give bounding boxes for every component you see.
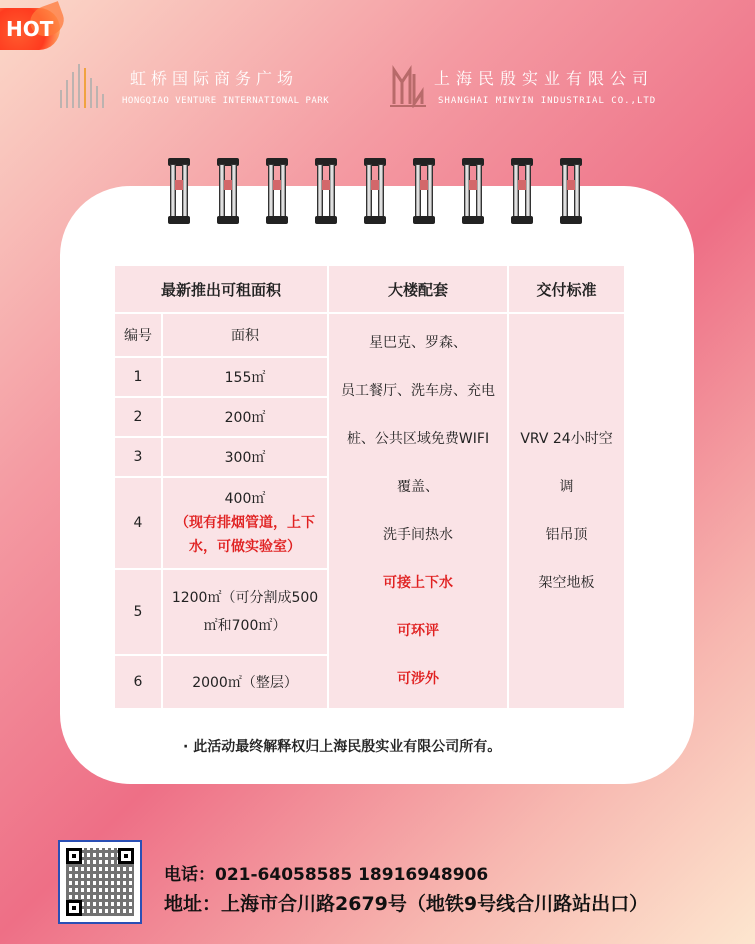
header-amenities: 大楼配套: [328, 265, 508, 313]
delivery-line: 铝吊顶: [545, 527, 588, 543]
amenity-line: 桩、公共区域免费WIFI: [346, 431, 490, 447]
binder-ring: [364, 158, 386, 224]
binder-ring: [462, 158, 484, 224]
header-area: 最新推出可租面积: [114, 265, 328, 313]
binder-ring: [511, 158, 533, 224]
hongqiao-en: HONGQIAO VENTURE INTERNATIONAL PARK: [122, 96, 330, 106]
qr-code-icon: [58, 840, 142, 924]
row-area: 2000㎡（整层）: [162, 655, 328, 709]
amenity-line: 员工餐厅、洗车房、充电: [341, 383, 496, 399]
bars-logo-icon: [58, 62, 118, 108]
hongqiao-name: 虹桥国际商务广场: [130, 69, 299, 88]
address-line: 地址：上海市合川路2679号（地铁9号线合川路站出口）: [164, 893, 649, 915]
amenity-line: 覆盖、: [397, 479, 440, 495]
row-area: 300㎡: [162, 437, 328, 477]
subheader-area: 面积: [162, 313, 328, 357]
row-no: 2: [114, 397, 162, 437]
amenities-cell: [328, 313, 508, 709]
disclaimer-note: · 此活动最终解释权归上海民殷实业有限公司所有。: [183, 739, 502, 755]
row-area: 400㎡: [224, 491, 266, 507]
header-delivery: 交付标准: [508, 265, 625, 313]
row-area-cell: [162, 477, 328, 569]
contact-info: [164, 860, 648, 920]
amenity-highlight: 可涉外: [397, 671, 440, 687]
binder-ring: [315, 158, 337, 224]
row-no: 3: [114, 437, 162, 477]
minyin-logo: [388, 62, 708, 112]
row-no: 6: [114, 655, 162, 709]
hot-badge: [0, 8, 60, 50]
delivery-line: 架空地板: [538, 575, 595, 591]
row-area: 1200㎡（可分割成500㎡和700㎡）: [162, 569, 328, 655]
minyin-name: 上海民殷实业有限公司: [434, 69, 655, 88]
row-no: 1: [114, 357, 162, 397]
rental-table: [113, 264, 626, 710]
amenity-highlight: 可环评: [397, 623, 440, 639]
binder-ring: [217, 158, 239, 224]
table-subheader-row: [114, 313, 625, 357]
amenity-line: 洗手间热水: [383, 527, 454, 543]
amenity-line: 星巴克、罗森、: [369, 335, 468, 351]
amenity-highlight: 可接上下水: [383, 575, 454, 591]
hongqiao-logo: [58, 62, 338, 112]
table-header-row: [114, 265, 625, 313]
delivery-line: VRV 24小时空: [520, 431, 613, 447]
row-area: 155㎡: [162, 357, 328, 397]
row-area: 200㎡: [162, 397, 328, 437]
row-area-note: （现有排烟管道，上下水，可做实验室）: [175, 515, 315, 555]
subheader-no: 编号: [114, 313, 162, 357]
binder-ring: [560, 158, 582, 224]
binder-ring: [266, 158, 288, 224]
binder-ring: [168, 158, 190, 224]
delivery-line: 调: [559, 479, 574, 495]
row-no: 5: [114, 569, 162, 655]
minyin-mark-icon: [388, 64, 428, 108]
binder-ring: [413, 158, 435, 224]
row-no: 4: [114, 477, 162, 569]
phone-line: 电话：021-64058585 18916948906: [164, 865, 489, 885]
hot-label: HOT: [6, 17, 54, 41]
delivery-cell: [508, 313, 625, 709]
minyin-en: SHANGHAI MINYIN INDUSTRIAL CO.,LTD: [438, 96, 657, 106]
